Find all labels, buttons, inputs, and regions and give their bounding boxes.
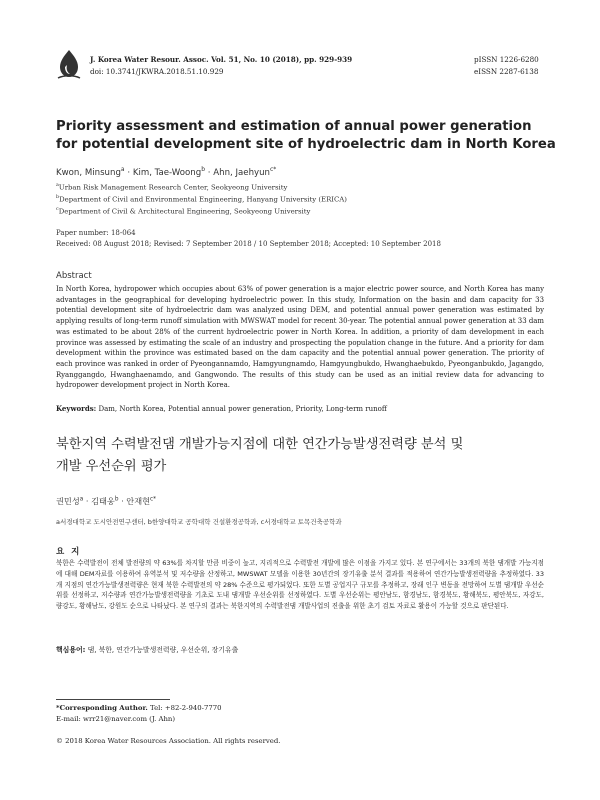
author-mark: a bbox=[120, 166, 125, 173]
affiliation-line bbox=[56, 193, 347, 205]
author-name-ko: 안재현 bbox=[126, 496, 151, 506]
affiliations-ko: a서경대학교 도시안전연구센터, b한양대학교 공학대학 건설환경공학과, c서경대학교 토목건축공학과 bbox=[56, 518, 342, 526]
footnote-divider bbox=[56, 699, 170, 700]
paper-title-ko bbox=[56, 434, 544, 478]
author-separator: · bbox=[207, 167, 214, 178]
abstract-ko-heading: 요 지 bbox=[56, 547, 82, 557]
keywords-ko-label: 핵심용어: bbox=[56, 646, 86, 654]
author-name-ko: 권민성 bbox=[56, 496, 80, 506]
affiliation-line bbox=[56, 205, 347, 217]
journal-header bbox=[56, 54, 544, 88]
abstract-heading: Abstract bbox=[56, 271, 92, 281]
pissn: pISSN 1226-6280 bbox=[474, 55, 539, 64]
affiliation-text: Department of Civil & Architectural Engineering, Seokyeong University bbox=[58, 206, 311, 215]
author-mark: c* bbox=[150, 496, 157, 503]
author-name-ko: 김태웅 bbox=[91, 496, 115, 506]
title-ko-line: 개발 우선순위 평가 bbox=[56, 459, 167, 474]
author-mark: c* bbox=[270, 166, 277, 173]
author-mark: b bbox=[114, 496, 119, 503]
author-separator: · bbox=[85, 496, 92, 506]
affiliation-mark: c bbox=[56, 206, 59, 212]
keywords bbox=[56, 404, 544, 413]
doi[interactable]: doi: 10.3741/JKWRA.2018.51.10.929 bbox=[90, 67, 224, 76]
eissn: eISSN 2287-6138 bbox=[474, 67, 539, 76]
keywords-ko-text: 댐, 북한, 연간가능발생전력량, 우선순위, 장기유출 bbox=[85, 646, 239, 654]
authors-en bbox=[56, 166, 276, 178]
affiliation-line bbox=[56, 181, 347, 193]
corresponding-line bbox=[56, 703, 222, 714]
corresponding-tel: Tel: +82-2-940-7770 bbox=[147, 704, 222, 712]
journal-citation: J. Korea Water Resour. Assoc. Vol. 51, No. 10 (2018), pp. 929-939 bbox=[90, 55, 353, 64]
authors-ko bbox=[56, 496, 156, 507]
affiliation-text: Department of Civil and Environmental Engineering, Hanyang University (ERICA) bbox=[59, 195, 347, 204]
author-separator: · bbox=[127, 167, 133, 178]
corresponding-label: *Corresponding Author. bbox=[56, 704, 148, 712]
paper-number: Paper number: 18-064 bbox=[56, 229, 136, 237]
author-mark: b bbox=[201, 166, 206, 173]
paper-dates: Received: 08 August 2018; Revised: 7 September 2018 / 10 September 2018; Accepted: 10 September 2018 bbox=[56, 240, 441, 248]
keywords-text: Dam, North Korea, Potential annual power generation, Priority, Long-term runoff bbox=[96, 405, 387, 413]
journal-logo-icon bbox=[56, 48, 82, 80]
corresponding-email[interactable]: E-mail: wrr21@naver.com (J. Ahn) bbox=[56, 715, 176, 723]
author-name: Kwon, Minsung bbox=[56, 167, 121, 178]
paper-title-en: Priority assessment and estimation of annual power generation for potential development site of hydroelectric dam in North Korea bbox=[56, 119, 556, 152]
affiliation-mark: a bbox=[56, 183, 59, 188]
abstract-ko-text: 북한은 수력발전이 전체 발전량의 약 63%를 차지할 만큼 비중이 높고, 지리적으로 수력발전 개발에 많은 이점을 가지고 있다. 본 연구에서는 33개의 북한 댐개발 가능지점에 대해 DEM자료를 이용하여 유역분석 및 저수량을 산정하고, MWSWAT 모델을 이용한 30년간의 장기유출 분석 결과를 적용하여 연간가능발생전력량을 추정하였다. 33개 지점의 연간가능발생전력량은 현재 북한 수력발전의 약 28% 수준으로 평가되었다. 또한 도별 공업지구 규모를 추정하고, 장래 인구 변동을 전망하여 도별 댐개발 우선순위를 선정하고, 저수량과 연간가능발생전력량을 기초로 도내 댐개발 우선순위를 선정하였다. 도별 우선순위는 평안남도, 함경남도, 함경북도, 황해북도, 평안북도, 자강도, 량강도, 황해남도, 강원도 순으로 나타났다. 본 연구의 결과는 북한지역의 수력발전댐 개발사업의 진출을 위한 초기 검토 자료로 활용이 가능할 것으로 판단된다. bbox=[56, 559, 544, 611]
corresponding-author bbox=[56, 703, 222, 725]
keywords-label: Keywords: bbox=[56, 404, 97, 413]
keywords-ko bbox=[56, 644, 238, 654]
title-ko-line: 북한지역 수력발전댐 개발가능지점에 대한 연간가능발생전력량 분석 및 bbox=[56, 437, 464, 452]
issn-block bbox=[474, 54, 544, 78]
abstract-text: In North Korea, hydropower which occupies about 63% of power generation is a major electric power source, and North Korea has many advantages in the geographical for developing hydroelectric power. In this study, Information on the basin and dam capacity for 33 potential development site of hydroelectric dam was analyzed using DEM, and potential annual power generation was estimated by applying results of long-term runoff simulation with MWSWAT model for recent 30-year. The potential annual power generation at 33 dam was estimated to be about 28% of the current hydroelectric power in North Korea. In addition, a priority of dam development in each province was assessed by estimating the scale of an industry and prospecting the population change in the future. And a priority for dam development within the province was estimated based on the dam capacity and the potential annual power generation. The priority of each province was ranked in order of Pyeongannamdo, Hamgyungnamdo, Hamgyungbukdo, Hwanghaebukdo, Pyeonganbukdo, Jagangdo, Ryanggangdo, Hwanghaenamdo, and Gangwondo. The results of this study can be used as an initial review data for advancing to hydropower development project in North Korea. bbox=[56, 285, 544, 390]
copyright: © 2018 Korea Water Resources Association. All rights reserved. bbox=[56, 737, 281, 745]
author-name: Ahn, Jaehyun bbox=[213, 167, 270, 178]
paper-info bbox=[56, 228, 441, 250]
author-separator: · bbox=[121, 496, 127, 506]
journal-info bbox=[90, 54, 352, 78]
author-name: Kim, Tae-Woong bbox=[132, 167, 202, 178]
author-mark: a bbox=[79, 496, 84, 503]
affiliations bbox=[56, 181, 347, 216]
affiliation-mark: b bbox=[56, 194, 60, 200]
affiliation-text: Urban Risk Management Research Center, Seokyeong University bbox=[58, 183, 288, 192]
